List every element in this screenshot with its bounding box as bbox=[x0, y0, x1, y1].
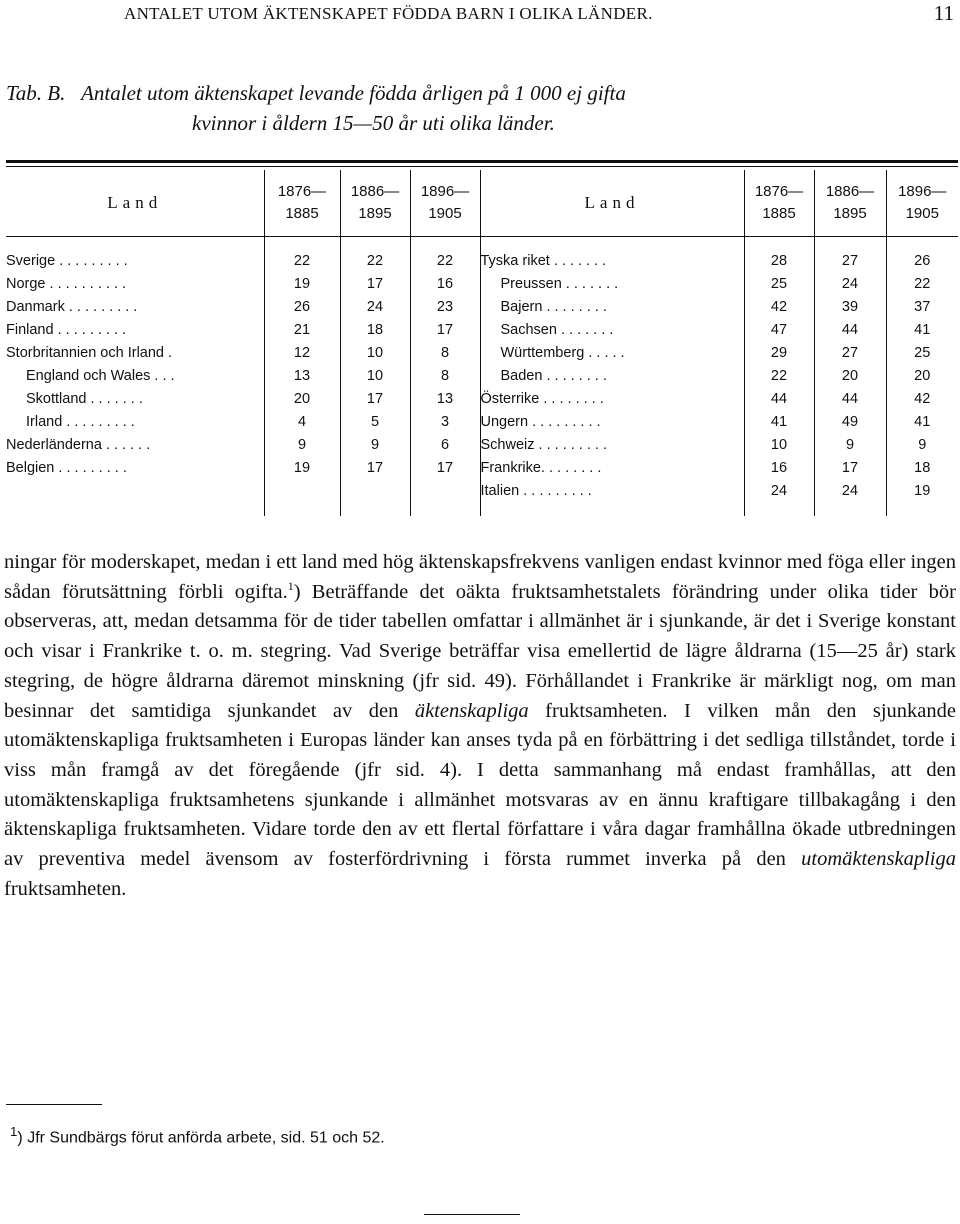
country-label: Tyska riket . . . . . . . bbox=[480, 249, 744, 272]
value-cell: 21 bbox=[264, 318, 340, 341]
value-cell: 20 bbox=[264, 387, 340, 410]
caption-prefix: Tab. B. bbox=[6, 81, 66, 105]
value-cell: 22 bbox=[340, 249, 410, 272]
value-cell: 28 bbox=[744, 249, 814, 272]
country-label: Finland . . . . . . . . . bbox=[6, 321, 127, 338]
country-label: Frankrike. . . . . . . . bbox=[480, 456, 744, 479]
value-cell: 9 bbox=[340, 433, 410, 456]
value-cell: 42 bbox=[886, 387, 958, 410]
value-cell: 42 bbox=[744, 295, 814, 318]
value-cell: 44 bbox=[744, 387, 814, 410]
caption-line-1: Antalet utom äktenskapet levande födda årligen på 1 000 ej gifta bbox=[81, 81, 626, 105]
value-cell: 39 bbox=[814, 295, 886, 318]
country-label: Bajern . . . . . . . . bbox=[480, 295, 744, 318]
value-cell: 17 bbox=[410, 456, 480, 479]
footnote-rule bbox=[6, 1104, 102, 1105]
table-row bbox=[6, 410, 958, 433]
value-cell: 44 bbox=[814, 387, 886, 410]
value-cell: 20 bbox=[814, 364, 886, 387]
body-text bbox=[4, 548, 956, 904]
value-cell: 16 bbox=[744, 456, 814, 479]
country-label: Belgien . . . . . . . . . bbox=[6, 459, 127, 476]
running-title: ANTALET UTOM ÄKTENSKAPET FÖDDA BARN I OLIKA LÄNDER. bbox=[124, 4, 653, 23]
body-paragraph: ningar för moderskapet, medan i ett land med hög äktenskapsfrekvens vanligen endast kvinnor med föga eller ingen sådan förutsättning förbli ogifta.$^1$) Beträffande det oäkta fruktsamhetstalets förändring under olika tider bör observeras, att, medan detsamma för de tider tabellen omfattar i allmänhet är i sjunkande, är det i Sverige konstant och visar i Frankrike t. o. m. stegring. Vad Sverige beträffar visa emellertid de lägre åldrarna (15—25 år) stark stegring, de högre åldrarna däremot minskning (jfr sid. 49). Förhållandet i Frankrike är märkligt nog, om man besinnar det samtidiga sjunkandet av den äktenskapliga fruktsamheten. I vilken mån den sjunkande utomäktenskapliga fruktsamheten i Europas länder kan anses tyda på en förbättring i det sedliga tillståndet, torde i viss mån framgå av det föregående (jfr sid. 4). I detta sammanhang må endast framhållas, att den utomäktenskapliga fruktsamhetens sjunkande i allmänhet motsvaras av en ännu kraftigare tillbakagång i den äktenskapliga fruktsamheten. Vidare torde den av ett flertal författare i våra dagar framhållna ökade utbredningen av preventiva medel ävensom av fosterfördrivning i första rummet inverka på den utomäktenskapliga fruktsamheten. bbox=[4, 551, 956, 900]
table-row bbox=[6, 387, 958, 410]
value-cell: 27 bbox=[814, 341, 886, 364]
value-cell: 17 bbox=[410, 318, 480, 341]
table-row bbox=[6, 318, 958, 341]
value-cell: 13 bbox=[264, 364, 340, 387]
value-cell: 20 bbox=[886, 364, 958, 387]
value-cell: 10 bbox=[340, 341, 410, 364]
table-top-rule bbox=[6, 160, 958, 163]
value-cell: 24 bbox=[744, 479, 814, 502]
value-cell: 9 bbox=[814, 433, 886, 456]
value-cell: 22 bbox=[264, 249, 340, 272]
value-cell: 47 bbox=[744, 318, 814, 341]
value-cell: 22 bbox=[410, 249, 480, 272]
value-cell: 27 bbox=[814, 249, 886, 272]
value-cell: 12 bbox=[264, 341, 340, 364]
table-caption bbox=[6, 78, 954, 138]
value-cell: 9 bbox=[886, 433, 958, 456]
country-label: Österrike . . . . . . . . bbox=[480, 387, 744, 410]
country-label: Sachsen . . . . . . . bbox=[480, 318, 744, 341]
table-row bbox=[6, 479, 958, 502]
value-cell: 37 bbox=[886, 295, 958, 318]
country-label: Preussen . . . . . . . bbox=[480, 272, 744, 295]
land-header-right: Land bbox=[480, 170, 744, 237]
table-row bbox=[6, 272, 958, 295]
value-cell: 9 bbox=[264, 433, 340, 456]
period-header-left-3: 1896— 1905 bbox=[410, 170, 480, 237]
country-label: Baden . . . . . . . . bbox=[480, 364, 744, 387]
value-cell: 17 bbox=[340, 387, 410, 410]
emphasis: utomäktenskapliga bbox=[801, 848, 956, 871]
country-label: England och Wales . . . bbox=[26, 367, 175, 384]
value-cell: 22 bbox=[744, 364, 814, 387]
period-header-right-3: 1896— 1905 bbox=[886, 170, 958, 237]
value-cell: 29 bbox=[744, 341, 814, 364]
table-row bbox=[6, 341, 958, 364]
value-cell: 41 bbox=[886, 410, 958, 433]
value-cell: 26 bbox=[264, 295, 340, 318]
country-label: Sverige . . . . . . . . . bbox=[6, 252, 128, 269]
table-top-rule-thin bbox=[6, 166, 958, 167]
footnote: $^1$) Jfr Sundbärgs förut anförda arbete, sid. 51 och 52. bbox=[10, 1124, 385, 1147]
footnote-marker: 1 bbox=[10, 1124, 18, 1139]
value-cell: 17 bbox=[814, 456, 886, 479]
value-cell: 13 bbox=[410, 387, 480, 410]
table-header-row bbox=[6, 170, 958, 237]
country-label: Norge . . . . . . . . . . bbox=[6, 275, 127, 292]
value-cell: 17 bbox=[340, 456, 410, 479]
value-cell: 18 bbox=[886, 456, 958, 479]
value-cell: 23 bbox=[410, 295, 480, 318]
value-cell: 16 bbox=[410, 272, 480, 295]
value-cell: 19 bbox=[264, 272, 340, 295]
value-cell: 49 bbox=[814, 410, 886, 433]
period-header-right-1: 1876— 1885 bbox=[744, 170, 814, 237]
value-cell: 19 bbox=[264, 456, 340, 479]
value-cell: 26 bbox=[886, 249, 958, 272]
value-cell: 24 bbox=[340, 295, 410, 318]
value-cell: 41 bbox=[886, 318, 958, 341]
country-label: Danmark . . . . . . . . . bbox=[6, 298, 138, 315]
emphasis: äktenskapliga bbox=[414, 699, 529, 722]
table-row bbox=[6, 364, 958, 387]
value-cell: 18 bbox=[340, 318, 410, 341]
value-cell: 19 bbox=[886, 479, 958, 502]
table-row bbox=[6, 433, 958, 456]
period-header-left-1: 1876— 1885 bbox=[264, 170, 340, 237]
value-cell: 17 bbox=[340, 272, 410, 295]
value-cell: 24 bbox=[814, 479, 886, 502]
data-table bbox=[6, 170, 958, 516]
country-label: Württemberg . . . . . bbox=[480, 341, 744, 364]
value-cell: 8 bbox=[410, 341, 480, 364]
table-row bbox=[6, 295, 958, 318]
country-label: Ungern . . . . . . . . . bbox=[480, 410, 744, 433]
value-cell: 4 bbox=[264, 410, 340, 433]
country-label: Schweiz . . . . . . . . . bbox=[480, 433, 744, 456]
table-row bbox=[6, 456, 958, 479]
period-header-right-2: 1886— 1895 bbox=[814, 170, 886, 237]
value-cell: 24 bbox=[814, 272, 886, 295]
value-cell: 3 bbox=[410, 410, 480, 433]
caption-line-2: kvinnor i åldern 15—50 år uti olika länder. bbox=[192, 111, 555, 135]
value-cell: 6 bbox=[410, 433, 480, 456]
value-cell: 25 bbox=[744, 272, 814, 295]
value-cell: 8 bbox=[410, 364, 480, 387]
value-cell: 44 bbox=[814, 318, 886, 341]
period-header-left-2: 1886— 1895 bbox=[340, 170, 410, 237]
country-label: Nederländerna . . . . . . bbox=[6, 436, 151, 453]
country-label: Italien . . . . . . . . . bbox=[480, 479, 744, 502]
land-header-left: Land bbox=[6, 170, 264, 237]
value-cell: 25 bbox=[886, 341, 958, 364]
value-cell: 22 bbox=[886, 272, 958, 295]
country-label: Irland . . . . . . . . . bbox=[26, 413, 135, 430]
table-row bbox=[6, 249, 958, 272]
value-cell: 10 bbox=[340, 364, 410, 387]
page-number: 11 bbox=[933, 1, 954, 25]
value-cell: 5 bbox=[340, 410, 410, 433]
footnote-reference: 1 bbox=[287, 578, 294, 593]
running-head bbox=[124, 1, 954, 30]
value-cell: 10 bbox=[744, 433, 814, 456]
country-label: Storbritannien och Irland . bbox=[6, 344, 173, 361]
country-label: Skottland . . . . . . . bbox=[26, 390, 143, 407]
bottom-rule bbox=[424, 1214, 520, 1215]
value-cell: 41 bbox=[744, 410, 814, 433]
